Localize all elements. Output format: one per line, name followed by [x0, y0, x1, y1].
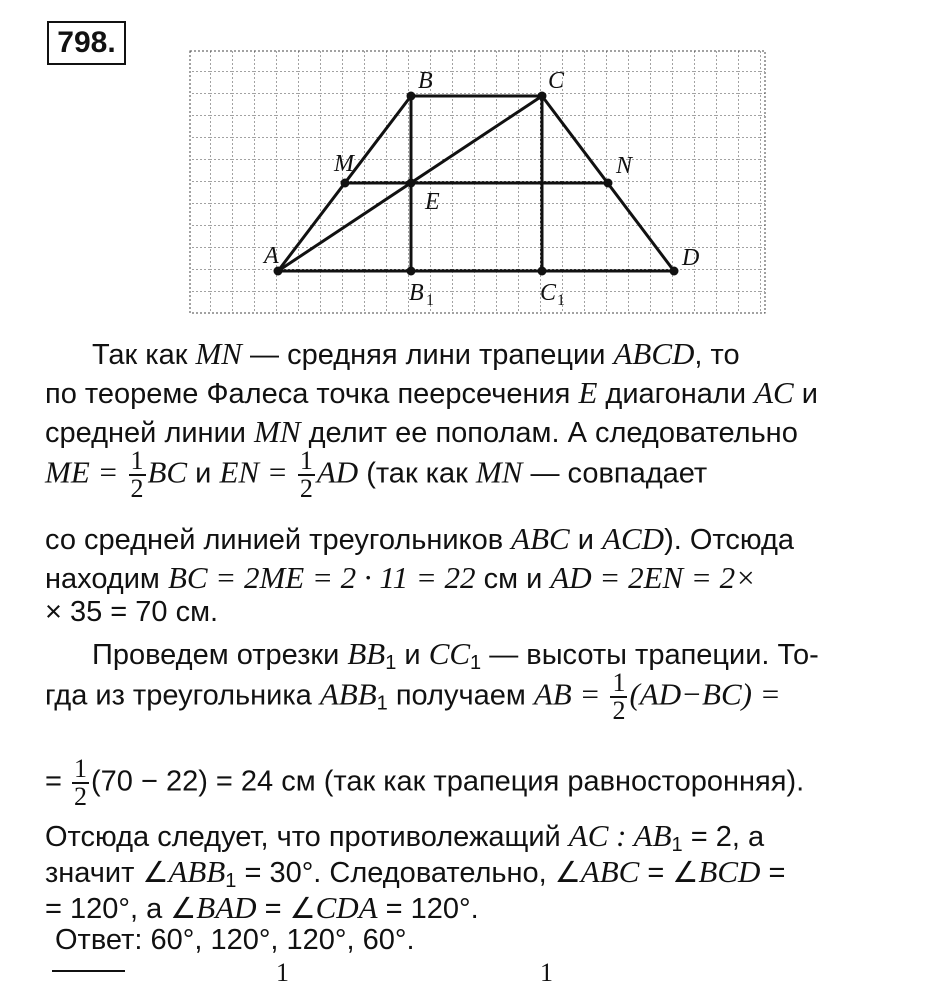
math-ab: AB =: [533, 676, 601, 712]
label-a: A: [264, 243, 279, 269]
point-c1: [538, 267, 547, 276]
p2-line-6: [45, 890, 479, 926]
math-ac: AC: [754, 375, 794, 410]
p1-line-3: [45, 414, 798, 450]
math-ad: AD: [316, 454, 359, 490]
label-n: N: [616, 153, 633, 179]
p1-line-6: [45, 560, 756, 596]
math-bad: BAD: [196, 890, 257, 925]
text: — средняя лини трапеции: [241, 339, 614, 371]
math-me: ME =: [45, 454, 119, 490]
text: получаем: [387, 679, 534, 712]
math-bb: BB: [347, 636, 386, 671]
text: Так как: [92, 339, 196, 371]
point-b1: [407, 267, 416, 276]
text: и: [793, 378, 818, 410]
text: по теореме Фалеса точка пеерсечения: [45, 378, 579, 410]
text: Отсюда следует, что противолежащий: [45, 821, 569, 853]
footer-fraction-left: 1: [276, 958, 289, 987]
answer-line: Ответ: 60°, 120°, 120°, 60°.: [55, 924, 415, 956]
math-mn: MN: [475, 454, 523, 490]
math-abc: ABC: [511, 521, 570, 556]
trapezoid-diagram: [188, 49, 768, 317]
text: = 30°. Следовательно, ∠: [236, 857, 581, 889]
text: = 120°.: [377, 893, 479, 925]
math-abcd: ABCD: [613, 336, 695, 371]
text: Проведем отрезки: [92, 639, 348, 671]
p1-line-2: [45, 375, 818, 411]
text: (так как: [358, 457, 476, 490]
math-ad-minus-bc: (AD−BC) =: [629, 676, 781, 712]
problem-number: 798.: [47, 21, 126, 65]
label-b: B: [418, 68, 433, 94]
p2-line-2: [45, 670, 781, 724]
math-mn: MN: [195, 336, 242, 371]
fraction-half: [298, 448, 315, 502]
label-b1-subscript: 1: [426, 292, 434, 309]
point-m: [341, 179, 350, 188]
text: и: [569, 524, 603, 556]
fraction-half: [72, 756, 89, 810]
subscript: 1: [470, 652, 482, 674]
math-e: E: [578, 375, 598, 410]
text: = ∠: [639, 857, 699, 889]
math-bcd: BCD: [698, 854, 761, 889]
text: (70 − 22) = 24 см (так как трапеция равносторонняя).: [91, 765, 805, 798]
text: — высоты трапеции. То-: [481, 639, 819, 671]
text: средней линии: [45, 417, 255, 449]
p2-line-5: [45, 854, 785, 893]
math-abb: ABB: [168, 854, 226, 889]
p1-line-7: [45, 596, 218, 629]
denominator: 2: [74, 782, 87, 811]
denominator: 2: [299, 474, 313, 503]
label-c: C: [548, 68, 565, 94]
p2-line-3: [45, 756, 804, 810]
p1-line-4: [45, 448, 707, 502]
numerator: 1: [612, 668, 626, 697]
label-d: D: [682, 245, 700, 271]
text: — совпадает: [522, 457, 708, 490]
math-mn: MN: [254, 414, 301, 449]
label-c1: C: [540, 280, 557, 306]
subscript: 1: [385, 652, 397, 674]
subscript: 1: [376, 692, 388, 715]
numerator: 1: [130, 446, 144, 475]
math-ac-ab: AC : AB: [568, 818, 672, 853]
footer-rule: [52, 970, 125, 972]
subscript: 1: [671, 834, 683, 856]
math-cda: CDA: [315, 890, 378, 925]
text: делит ее пополам. А следовательно: [300, 417, 798, 449]
subscript: 1: [225, 870, 237, 892]
text: = 2, а: [682, 821, 765, 853]
text: =: [760, 857, 786, 889]
fraction-half: [129, 448, 146, 502]
point-e: [407, 179, 416, 188]
math-ad-value: AD = 2EN = 2×: [550, 560, 757, 595]
label-c1-subscript: 1: [557, 292, 565, 309]
point-d: [670, 267, 679, 276]
denominator: 2: [612, 696, 626, 725]
math-bc-value: BC = 2ME = 2 · 11 = 22: [167, 560, 476, 595]
math-abc: ABC: [580, 854, 640, 889]
text: см и: [475, 563, 551, 595]
text: = 120°, а ∠: [45, 893, 197, 925]
text: значит ∠: [45, 857, 169, 889]
text: находим: [45, 563, 168, 595]
text: диагонали: [597, 378, 755, 410]
numerator: 1: [74, 754, 87, 783]
p1-line-1: [92, 336, 740, 372]
text: × 35 = 70 см.: [45, 596, 219, 628]
footer-fraction-right: 1: [540, 958, 553, 987]
trapezoid-figure: [188, 49, 768, 317]
point-c: [538, 92, 547, 101]
text: и: [187, 457, 220, 490]
math-en: EN =: [219, 454, 288, 490]
text: , то: [694, 339, 740, 371]
text: и: [396, 639, 429, 671]
text: = ∠: [256, 893, 316, 925]
label-b1: B: [409, 280, 424, 306]
text: =: [45, 765, 62, 798]
text: со средней линией треугольников: [45, 524, 512, 556]
text: ). Отсюда: [664, 524, 795, 556]
fraction-half: [610, 670, 627, 724]
denominator: 2: [130, 474, 144, 503]
p1-line-5: [45, 521, 794, 557]
point-b: [407, 92, 416, 101]
numerator: 1: [299, 446, 313, 475]
math-bc: BC: [147, 454, 188, 490]
math-cc: CC: [428, 636, 471, 671]
point-n: [604, 179, 613, 188]
math-acd: ACD: [602, 521, 665, 556]
label-e: E: [425, 189, 440, 215]
text: гда из треугольника: [45, 679, 320, 712]
label-m: M: [334, 151, 354, 177]
p2-line-4: [45, 818, 764, 857]
math-abb: ABB: [319, 676, 377, 712]
